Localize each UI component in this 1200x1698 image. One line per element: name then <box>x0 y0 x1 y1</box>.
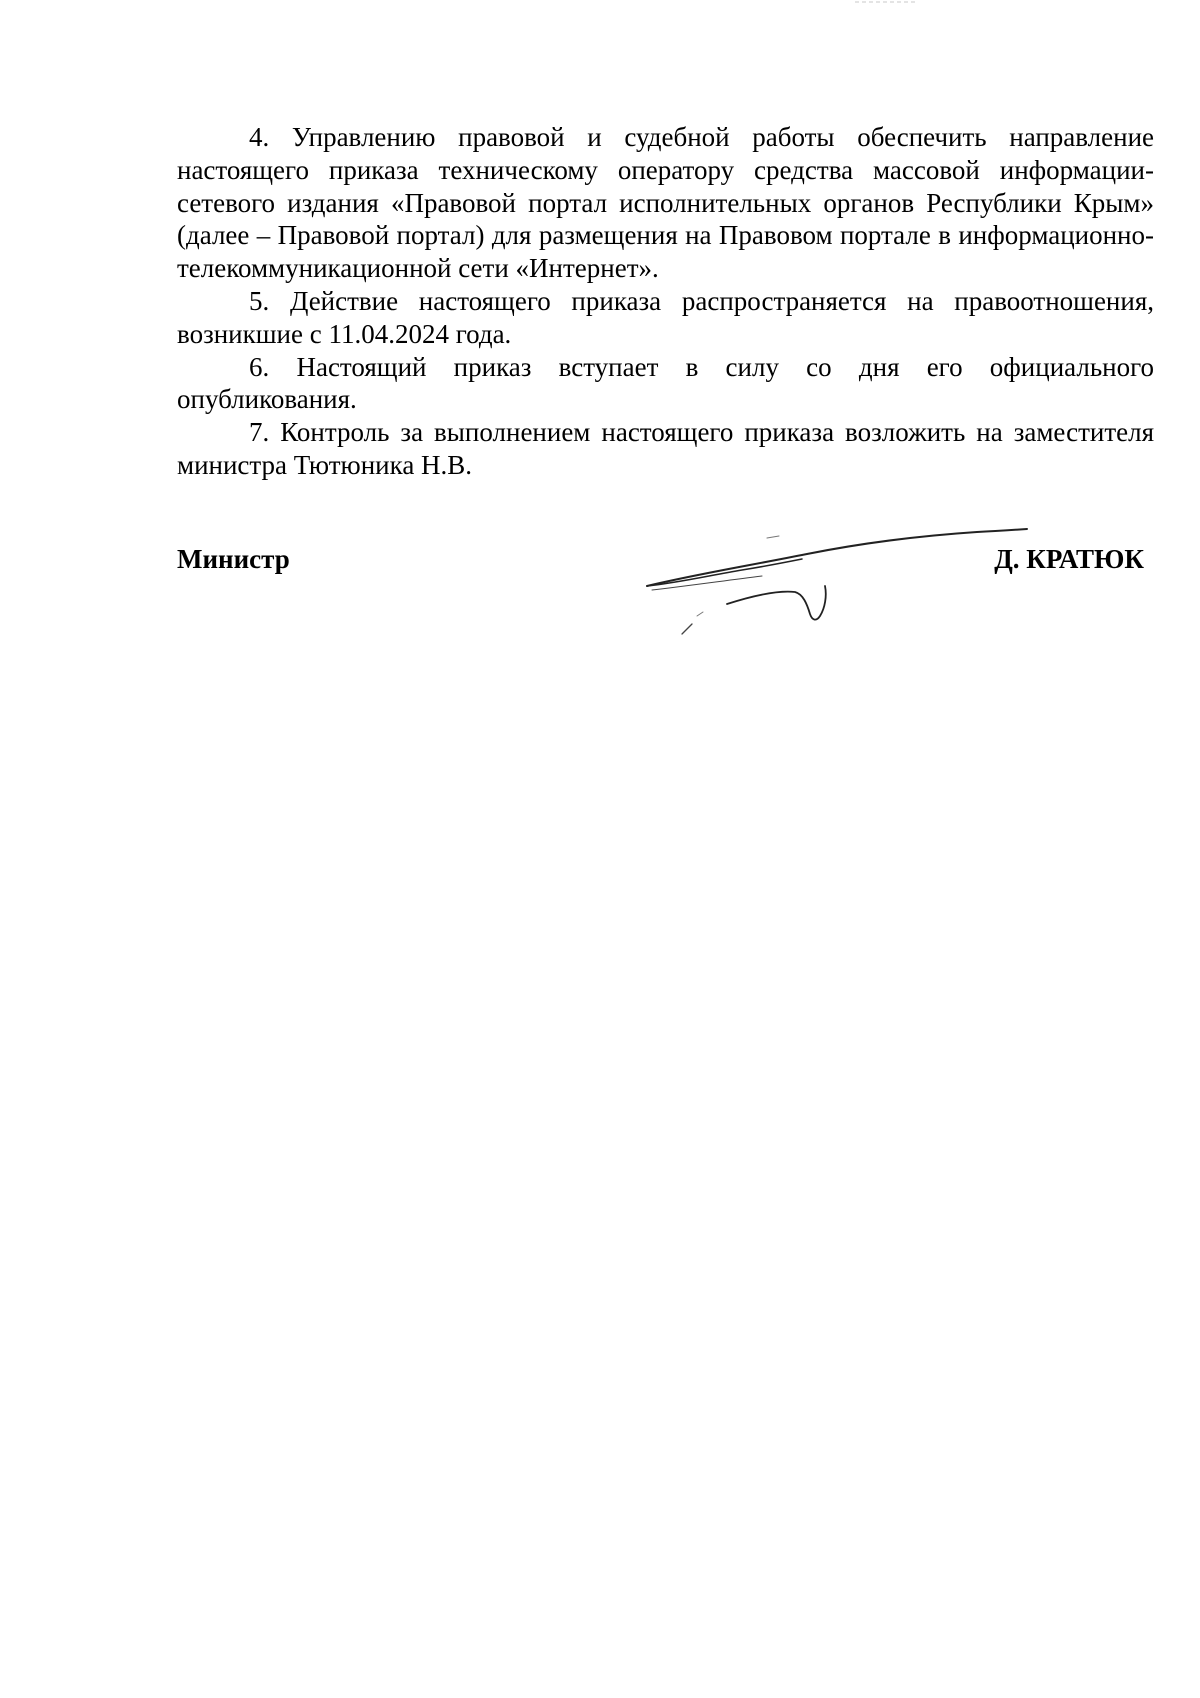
signature-block <box>177 540 1144 650</box>
order-body <box>177 121 1154 482</box>
paragraph-5: 5. Действие настоящего приказа распространяется на правоотношения, возникшие с 11.04.2024 года. <box>177 285 1154 349</box>
signer-position: Министр <box>177 544 290 574</box>
paragraph-6: 6. Настоящий приказ вступает в силу со дня его официального опубликования. <box>177 351 1154 415</box>
signer-name: Д. КРАТЮК <box>994 544 1144 574</box>
paragraph-4: 4. Управлению правовой и судебной работы обеспечить направление настоящего приказа техническому оператору средства массовой информации-сетевого издания «Правовой портал исполнительных органов Республики Крым» (далее – Правовой портал) для размещения на Правовом портале в информационно-телекоммуникационной сети «Интернет». <box>177 122 1154 284</box>
scan-artifact <box>855 0 915 4</box>
paragraph-7: 7. Контроль за выполнением настоящего приказа возложить на заместителя министра Тютюника Н.В. <box>177 417 1154 480</box>
